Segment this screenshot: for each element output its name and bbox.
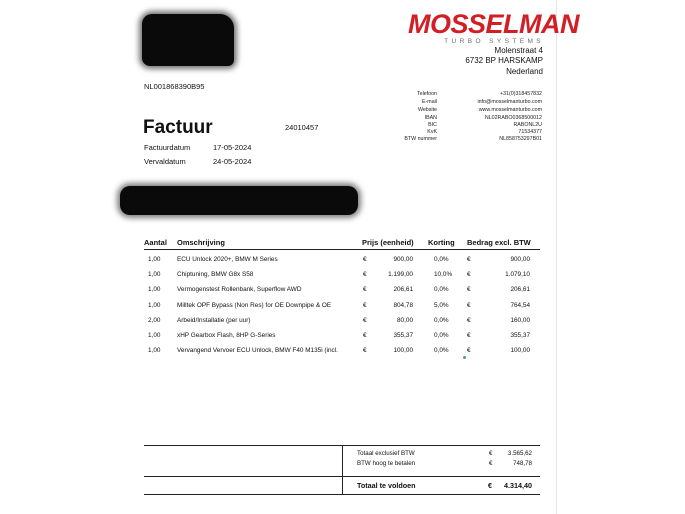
total-excl-value: 3.565,62 [507, 450, 532, 457]
row-price-currency: € [363, 271, 367, 279]
redacted-address-block [120, 186, 358, 215]
row-amount-currency: € [467, 347, 471, 355]
due-date-label: Vervaldatum [144, 157, 186, 166]
row-description: ECU Unlock 2020+, BMW M Series [177, 256, 278, 263]
vat-label: BTW hoog te betalen [357, 460, 416, 467]
vat-value: 748,78 [513, 460, 532, 467]
row-unit-price: 804,78 [393, 301, 413, 309]
page-edge [556, 0, 557, 514]
row-amount: 100,00 [510, 347, 530, 355]
info-label-iban: IBAN [424, 115, 437, 121]
row-unit-price: 900,00 [393, 256, 413, 263]
row-price-currency: € [363, 316, 367, 324]
info-label-website: Website [417, 107, 437, 113]
info-value-phone: +31(0)318457832 [500, 91, 542, 97]
invoice-title: Factuur [143, 117, 213, 138]
row-discount: 10,0% [434, 271, 453, 279]
info-label-kvk: KvK [427, 129, 437, 135]
row-description: Vervangend Vervoer ECU Unlock, BMW F40 M135i (incl. [177, 347, 338, 355]
row-description: xHP Gearbox Flash, 8HP G-Series [177, 332, 276, 339]
row-amount: 900,00 [510, 256, 530, 263]
row-amount: 355,37 [510, 332, 530, 339]
row-qty: 1,00 [148, 332, 161, 339]
header-qty: Aantal [144, 238, 167, 247]
row-description: Vermogenstest Rollenbank, Superflow AWD [177, 286, 302, 294]
customer-vat-number: NL001868390B95 [144, 82, 205, 91]
row-unit-price: 80,00 [397, 316, 413, 324]
header-amount: Bedrag excl. BTW [467, 238, 531, 247]
row-amount-currency: € [467, 256, 471, 263]
row-amount: 1.079,10 [505, 271, 530, 279]
info-value-kvk: 71534377 [518, 129, 542, 135]
row-unit-price: 100,00 [393, 347, 413, 355]
address-line-1: Molenstraat 4 [494, 46, 543, 55]
grand-total-value: 4.314,40 [504, 481, 532, 490]
due-date-value: 24-05-2024 [213, 157, 252, 166]
totals-bottom-divider [144, 494, 540, 495]
row-unit-price: 1.199,00 [388, 271, 413, 279]
info-value-iban: NL02RABO0368500012 [484, 115, 542, 121]
info-label-vat: BTW nummer [404, 136, 437, 142]
invoice-date-value: 17-05-2024 [213, 143, 252, 152]
row-discount: 5,0% [434, 301, 449, 309]
info-label-email: E-mail [421, 99, 437, 105]
vat-currency: € [489, 460, 493, 467]
info-value-bic: RABONL2U [513, 122, 542, 128]
grand-total-currency: € [488, 481, 492, 490]
row-description: Milltek OPF Bypass (Non Res) for OE Downpipe & OE [177, 301, 332, 309]
grand-total-label: Totaal te voldoen [357, 481, 416, 490]
row-discount: 0,0% [434, 332, 449, 339]
row-amount: 206,61 [510, 286, 530, 294]
row-discount: 0,0% [434, 286, 449, 294]
row-amount-currency: € [467, 271, 471, 279]
address-line-2: 6732 BP HARSKAMP [465, 56, 543, 65]
row-price-currency: € [363, 332, 367, 339]
logo-text: MOSSELMAN [408, 9, 579, 39]
row-price-currency: € [363, 347, 367, 355]
row-amount-currency: € [467, 301, 471, 309]
total-excl-currency: € [489, 450, 493, 457]
row-price-currency: € [363, 286, 367, 294]
row-amount-currency: € [467, 286, 471, 294]
row-qty: 2,00 [148, 316, 161, 324]
info-label-phone: Telefoon [416, 91, 437, 97]
invoice-date-label: Factuurdatum [144, 143, 191, 152]
row-discount: 0,0% [434, 256, 449, 263]
row-discount: 0,0% [434, 347, 449, 355]
info-label-bic: BIC [428, 122, 437, 128]
row-qty: 1,00 [148, 301, 161, 309]
row-amount: 764,54 [510, 301, 530, 309]
row-unit-price: 206,61 [393, 286, 413, 294]
header-description: Omschrijving [177, 238, 225, 247]
row-unit-price: 355,37 [393, 332, 413, 339]
row-price-currency: € [363, 301, 367, 309]
row-qty: 1,00 [148, 286, 161, 294]
info-value-email: info@mosselmanturbo.com [477, 99, 542, 105]
row-description: Arbeid/Installatie (per uur) [177, 316, 251, 324]
logo-subtitle: TURBO SYSTEMS [444, 38, 544, 45]
status-dot [463, 356, 466, 359]
row-amount: 160,00 [510, 316, 530, 324]
row-description: Chiptuning, BMW G8x S58 [177, 271, 254, 279]
info-value-website: www.mosselmanturbo.com [478, 107, 542, 113]
row-qty: 1,00 [148, 256, 161, 263]
row-amount-currency: € [467, 332, 471, 339]
address-line-3: Nederland [506, 67, 543, 76]
company-logo [408, 9, 579, 46]
redacted-customer-block [142, 14, 234, 66]
header-divider [144, 249, 540, 250]
row-amount-currency: € [467, 316, 471, 324]
header-discount: Korting [428, 238, 455, 247]
row-qty: 1,00 [148, 271, 161, 279]
total-excl-label: Totaal exclusief BTW [357, 450, 415, 457]
totals-vertical-divider [342, 445, 343, 494]
header-unit-price: Prijs (eenheid) [362, 238, 414, 247]
row-price-currency: € [363, 256, 367, 263]
invoice-number: 24010457 [285, 123, 319, 132]
row-qty: 1,00 [148, 347, 161, 355]
row-discount: 0,0% [434, 316, 449, 324]
info-value-vat: NL858753297B01 [499, 136, 542, 142]
